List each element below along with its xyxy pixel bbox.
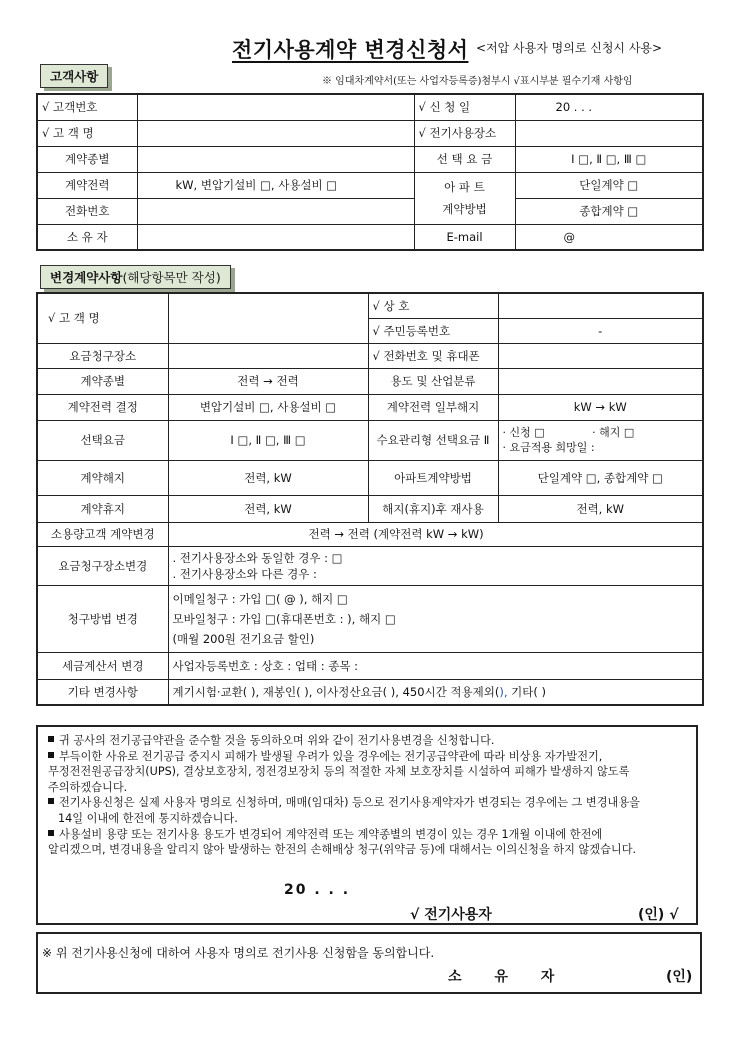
other-etc[interactable]: 기타( ) (507, 684, 547, 699)
bill-place-same-option[interactable]: . 전기사용장소와 동일한 경우 : □ (172, 550, 343, 565)
rate-select-options[interactable]: Ⅰ □, Ⅱ □, Ⅲ □ (168, 420, 368, 460)
other-items-close: ), (499, 684, 508, 699)
contract-type-field[interactable] (137, 146, 414, 172)
demand-rate-label: 수요관리형 선택요금 Ⅱ (368, 420, 498, 460)
small-change-label: 소용량고객 계약변경 (37, 522, 168, 546)
email-label: E-mail (414, 224, 515, 250)
contract-type-label: 계약종별 (37, 146, 137, 172)
rate-select-label: 선택요금 (37, 420, 168, 460)
change-table (36, 292, 704, 706)
demand-cancel-option[interactable]: · 해지 □ (592, 426, 635, 439)
bullet-square-icon (48, 830, 54, 836)
agreement-text-2b: 무정전전원공급장치(UPS), 결상보호장치, 정전경보장치 등의 적절한 자체 보호장치를 시설하여 피해가 발생하지 않도록 (48, 765, 630, 779)
agreement-item-1 (48, 733, 694, 749)
bill-method-label: 청구방법 변경 (37, 585, 168, 652)
applicant-label: √ 전기사용자 (410, 907, 492, 923)
rate-options[interactable]: Ⅰ □, Ⅱ □, Ⅲ □ (515, 146, 703, 172)
discount-note: (매월 200원 전기요금 할인) (172, 631, 315, 646)
agreement-text-2c: 주의하겠습니다. (48, 780, 128, 794)
bill-place-field[interactable] (168, 343, 368, 368)
single-contract-option[interactable]: 단일계약 □ (515, 172, 703, 198)
small-change-field[interactable]: 전력 → 전력 (계약전력 kW → kW) (168, 522, 703, 546)
rrn-label: √ 주민등록번호 (368, 318, 498, 343)
title-sub: <저압 사용자 명의로 신청시 사용> (476, 41, 663, 55)
suspension-label: 계약휴지 (37, 495, 168, 522)
reuse-label: 해지(휴지)후 재사용 (368, 495, 498, 522)
tax-invoice-field[interactable]: 사업자등록번호 : 상호 : 업태 : 종목 : (168, 652, 703, 679)
suspension-field[interactable]: 전력, kW (168, 495, 368, 522)
phone-mobile-field[interactable] (498, 343, 703, 368)
power-decision-options[interactable]: 변압기설비 □, 사용설비 □ (168, 394, 368, 420)
apt-method-change-label: 아파트계약방법 (368, 460, 498, 495)
reuse-field[interactable]: 전력, kW (498, 495, 703, 522)
termination-label: 계약해지 (37, 460, 168, 495)
company-field[interactable] (498, 293, 703, 318)
section-customer-note: ※ 임대차계약서(또는 사업자등록증)첨부시 √표시부분 필수기재 사항임 (322, 76, 633, 87)
partial-cancel-field[interactable]: kW → kW (498, 394, 703, 420)
agreement-text-4a: 사용설비 용량 또는 전기사용 용도가 변경되어 계약전력 또는 계약종별의 변경이 있는 경우 1개월 이내에 한전에 (59, 827, 603, 841)
other-field[interactable] (168, 679, 703, 705)
demand-apply-option[interactable]: · 신청 □ (502, 426, 545, 439)
demand-hope-date[interactable]: · 요금적용 희망일 : (502, 441, 595, 454)
agreement-text-2a: 부득이한 사유로 전기공급 중지시 피해가 발생될 우려가 있을 경우에는 전기공급약관에 따라 비상용 자가발전기, (59, 749, 603, 763)
change-contract-type-field[interactable]: 전력 → 전력 (168, 368, 368, 394)
phone-field[interactable] (137, 198, 414, 224)
change-cust-name-field[interactable] (168, 293, 368, 343)
applicant-seal[interactable]: (인) √ (638, 907, 679, 923)
bill-place-label: 요금청구장소 (37, 343, 168, 368)
agreement-item-4 (48, 827, 694, 843)
phone-label: 전화번호 (37, 198, 137, 224)
demand-rate-field[interactable] (498, 420, 703, 460)
owner-field[interactable] (137, 224, 414, 250)
section-change-label (40, 265, 231, 289)
bill-place-change-label: 요금청구장소변경 (37, 546, 168, 585)
agreement-item-3 (48, 795, 694, 811)
mobile-bill-option[interactable]: 모바일청구 : 가입 □(휴대폰번호 : ), 해지 □ (172, 611, 396, 626)
bill-place-change-field[interactable] (168, 546, 703, 585)
power-label: 계약전력 (37, 172, 137, 198)
phone-mobile-label: √ 전화번호 및 휴대폰 (368, 343, 498, 368)
bullet-square-icon (48, 736, 54, 742)
change-cust-name-label: √ 고 객 명 (37, 293, 168, 343)
bill-place-diff-option[interactable]: . 전기사용장소와 다른 경우 : (172, 566, 317, 581)
section-change-label-bold: 변경계약사항 (50, 270, 123, 285)
agreement-text-3b: 14일 이내에 한전에 통지하겠습니다. (58, 811, 238, 825)
rate-label: 선 택 요 금 (414, 146, 515, 172)
owner-consent-box (36, 932, 702, 994)
bullet-square-icon (48, 752, 54, 758)
apt-method-label: 아 파 트 계약방법 (414, 172, 515, 224)
customer-name-label: √ 고 객 명 (37, 120, 137, 146)
owner-seal[interactable]: (인) (666, 969, 693, 985)
usage-label: 용도 및 산업분류 (368, 368, 498, 394)
customer-name-field[interactable] (137, 120, 414, 146)
bill-method-field[interactable] (168, 585, 703, 652)
form-title (0, 34, 740, 64)
termination-field[interactable]: 전력, kW (168, 460, 368, 495)
email-field[interactable]: @ (515, 224, 703, 250)
agreement-box (36, 725, 698, 925)
title-main: 전기사용계약 변경신청서 (232, 38, 469, 62)
bullet-square-icon (48, 798, 54, 804)
email-bill-option[interactable]: 이메일청구 : 가입 □( @ ), 해지 □ (172, 591, 348, 606)
other-label: 기타 변경사항 (37, 679, 168, 705)
agreement-text-4b: 알리겠으며, 변경내용을 알리지 않아 발생하는 한전의 손해배상 청구(위약금 등)에 대해서는 이의신청을 하지 않겠습니다. (48, 843, 637, 857)
agreement-text-1: 귀 공사의 전기공급약관을 준수할 것을 동의하오며 위와 같이 전기사용변경을 신청합니다. (59, 734, 495, 747)
owner-signature-label: 소 유 자 (448, 969, 569, 985)
change-contract-type-label: 계약종별 (37, 368, 168, 394)
power-decision-label: 계약전력 결정 (37, 394, 168, 420)
partial-cancel-label: 계약전력 일부해지 (368, 394, 498, 420)
place-field[interactable] (515, 120, 703, 146)
agreement-item-2 (48, 749, 694, 765)
customer-table (36, 93, 704, 251)
apt-method-change-options[interactable]: 단일계약 □, 종합계약 □ (498, 460, 703, 495)
company-label: √ 상 호 (368, 293, 498, 318)
power-field[interactable]: kW, 변압기설비 □, 사용설비 □ (137, 172, 414, 198)
combined-contract-option[interactable]: 종합계약 □ (515, 198, 703, 224)
apply-date-field[interactable]: 20 . . . (515, 94, 703, 120)
other-items[interactable]: 계기시험·교환( ), 재봉인( ), 이사정산요금( ), 450시간 적용제외( (172, 684, 500, 699)
agreement-text-3a: 전기사용신청은 실제 사용자 명의로 신청하며, 매매(임대차) 등으로 전기사용계약자가 변경되는 경우에는 그 변경내용을 (59, 796, 640, 810)
place-label: √ 전기사용장소 (414, 120, 515, 146)
owner-label: 소 유 자 (37, 224, 137, 250)
rrn-field[interactable]: - (498, 318, 703, 343)
agreement-date-field[interactable]: 20 . . . (284, 882, 351, 898)
section-change-label-note: (해당항목만 작성) (122, 270, 221, 285)
customer-no-field[interactable] (137, 94, 414, 120)
apply-date-label: √ 신 청 일 (414, 94, 515, 120)
consent-text: ※ 위 전기사용신청에 대하여 사용자 명의로 전기사용 신청함을 동의합니다. (42, 946, 435, 960)
tax-invoice-label: 세금계산서 변경 (37, 652, 168, 679)
usage-field[interactable] (498, 368, 703, 394)
customer-no-label: √ 고객번호 (37, 94, 137, 120)
section-customer-label: 고객사항 (40, 64, 108, 88)
